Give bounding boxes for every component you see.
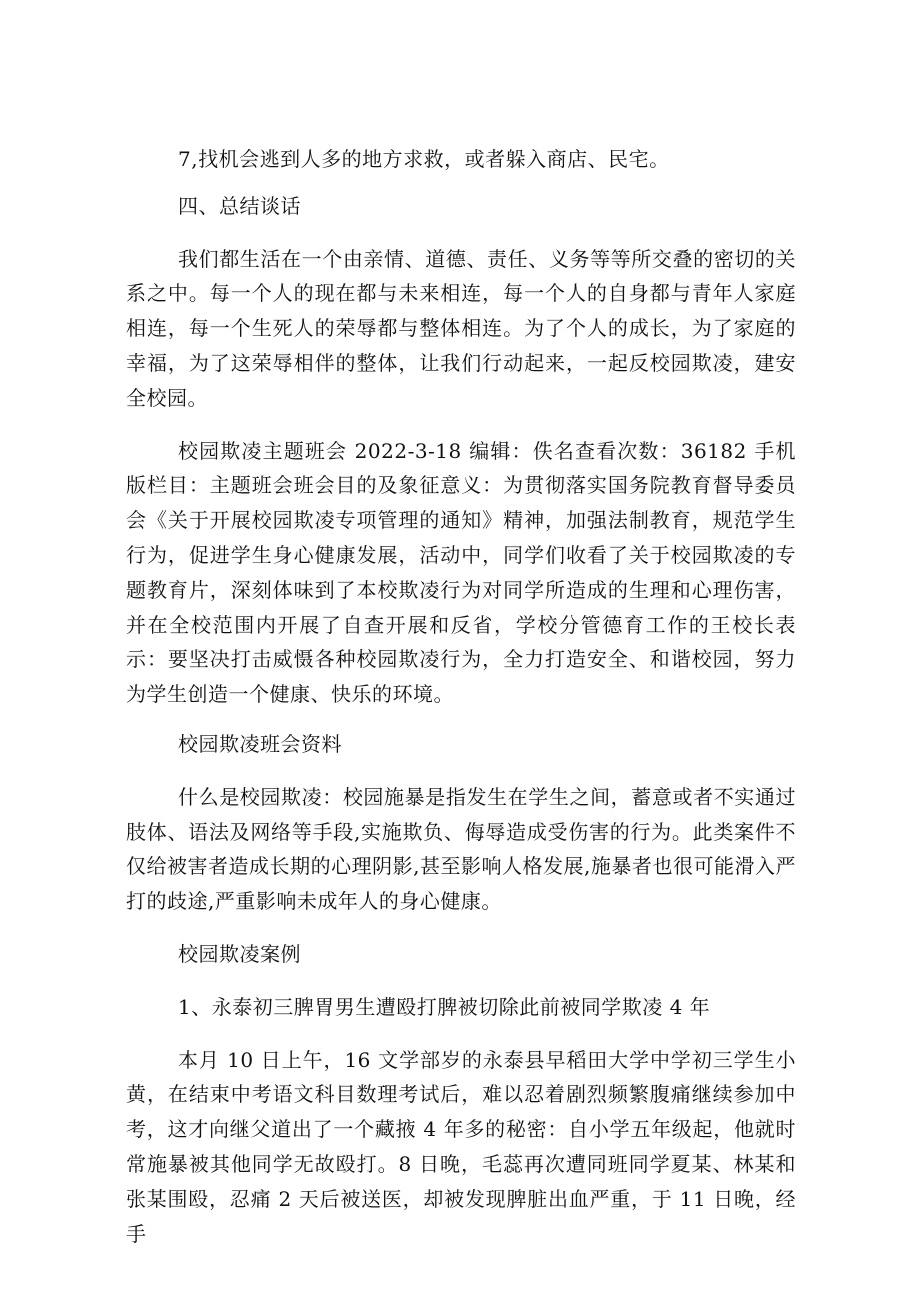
paragraph-definition: 什么是校园欺凌：校园施暴是指发生在学生之间，蓄意或者不实通过肢体、语法及网络等手段,实施欺负、侮辱造成受伤害的行为。此类案件不仅给被害者造成长期的心理阴影,甚至影响人格发展,施暴者也很可能滑入严打的歧途,严重影响未成年人的身心健康。 [126, 784, 796, 914]
case-title: 1、永泰初三脾胃男生遭殴打脾被切除此前被同学欺凌 4 年 [178, 994, 711, 1019]
document-body [126, 142, 796, 1251]
section-heading-cases: 校园欺凌案例 [178, 941, 301, 966]
paragraph-class-meeting-info: 校园欺凌主题班会 2022-3-18 编辑：佚名查看次数：36182 手机版栏目：主题班会班会目的及象征意义：为贯彻落实国务院教育督导委员会《关于开展校园欺凌专项管理的通知》精神，加强法制教育，规范学生行为，促进学生身心健康发展，活动中，同学们收看了关于校园欺凌的专题教育片，深刻体味到了本校欺凌行为对同学所造成的生理和心理伤害，并在全校范围内开展了自查开展和反省，学校分管德育工作的王校长表示：要坚决打击威慑各种校园欺凌行为，全力打造安全、和谐校园，努力为学生创造一个健康、快乐的环境。 [126, 438, 796, 707]
paragraph-summary-talk: 我们都生活在一个由亲情、道德、责任、义务等等所交叠的密切的关系之中。每一个人的现在都与未来相连，每一个人的自身都与青年人家庭相连，每一个生死人的荣辱都与整体相连。为了个人的成长，为了家庭的幸福，为了这荣辱相伴的整体，让我们行动起来，一起反校园欺凌，建安全校园。 [126, 246, 796, 410]
section-heading-materials: 校园欺凌班会资料 [178, 731, 342, 756]
paragraph-escape-tip: 7,找机会逃到人多的地方求救，或者躲入商店、民宅。 [178, 147, 670, 171]
paragraph-case-detail: 本月 10 日上午，16 文学部岁的永泰县早稻田大学中学初三学生小黄，在结束中考语文科目数理考试后，难以忍着剧烈频繁腹痛继续参加中考，这才向继父道出了一个藏掖 4 年多的秘密：自小学五年级起，他就时常施暴被其他同学无故殴打。8 日晚，毛蕊再次遭同班同学夏某、林某和张某围殴，忍痛 2 天后被送医，却被发现脾脏出血严重，于 11 日晚，经手 [126, 1047, 796, 1246]
section-heading-summary: 四、总结谈话 [178, 193, 301, 218]
